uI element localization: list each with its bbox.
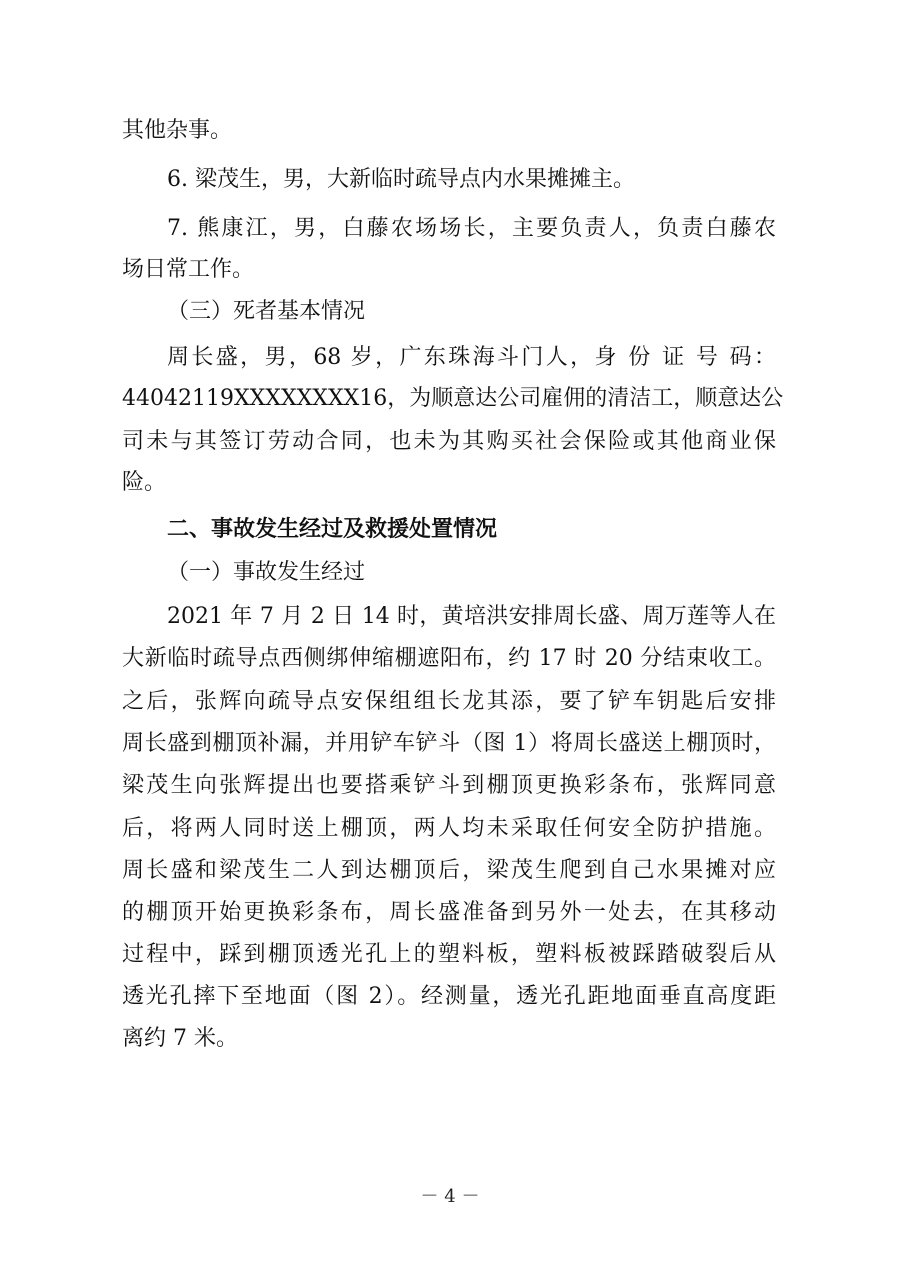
paragraph-line: 7. 熊康江，男，白藤农场场长，主要负责人，负责白藤农 [167,216,776,241]
paragraph-line: 过程中，踩到棚顶透光孔上的塑料板，塑料板被踩踏破裂后从 [122,942,776,967]
paragraph-line: 场日常工作。 [122,257,255,282]
paragraph-line: 之后，张辉向疏导点安保组组长龙其添，要了铲车钥匙后安排 [122,689,776,714]
paragraph-line: 梁茂生向张辉提出也要搭乘铲斗到棚顶更换彩条布，张辉同意 [122,773,776,798]
paragraph-line: 险。 [122,470,167,495]
paragraph-line: 其他杂事。 [122,118,233,143]
paragraph-line: 的棚顶开始更换彩条布，周长盛准备到另外一处去，在其移动 [122,900,776,925]
page-number: － 4 － [420,1186,480,1207]
paragraph-line: 透光孔摔下至地面（图 2）。经测量，透光孔距地面垂直高度距 [122,984,776,1009]
section-heading: （一）事故发生经过 [167,560,366,585]
paragraph-line: 2021 年 7 月 2 日 14 时，黄培洪安排周长盛、周万莲等人在 [167,604,776,629]
section-heading: （三）死者基本情况 [167,299,366,324]
paragraph-line: 周长盛和梁茂生二人到达棚顶后，梁茂生爬到自己水果摊对应 [122,858,776,883]
paragraph-line: 周长盛到棚顶补漏，并用铲车铲斗（图 1）将周长盛送上棚顶时， [122,731,776,756]
paragraph-line: 离约 7 米。 [122,1026,238,1051]
chapter-heading: 二、事故发生经过及救援处置情况 [167,517,498,542]
paragraph-line: 6. 梁茂生，男，大新临时疏导点内水果摊摊主。 [167,167,635,192]
paragraph-line: 司未与其签订劳动合同，也未为其购买社会保险或其他商业保 [122,429,776,454]
paragraph-line: 周长盛，男，68 岁，广东珠海斗门人，身 份 证 号 码： [167,345,776,370]
paragraph-line: 后，将两人同时送上棚顶，两人均未采取任何安全防护措施。 [122,816,776,841]
paragraph-line: 大新临时疏导点西侧绑伸缩棚遮阳布，约 17 时 20 分结束收工。 [122,646,776,671]
paragraph-line: 44042119XXXXXXXX16，为顺意达公司雇佣的清洁工，顺意达公 [122,386,784,411]
